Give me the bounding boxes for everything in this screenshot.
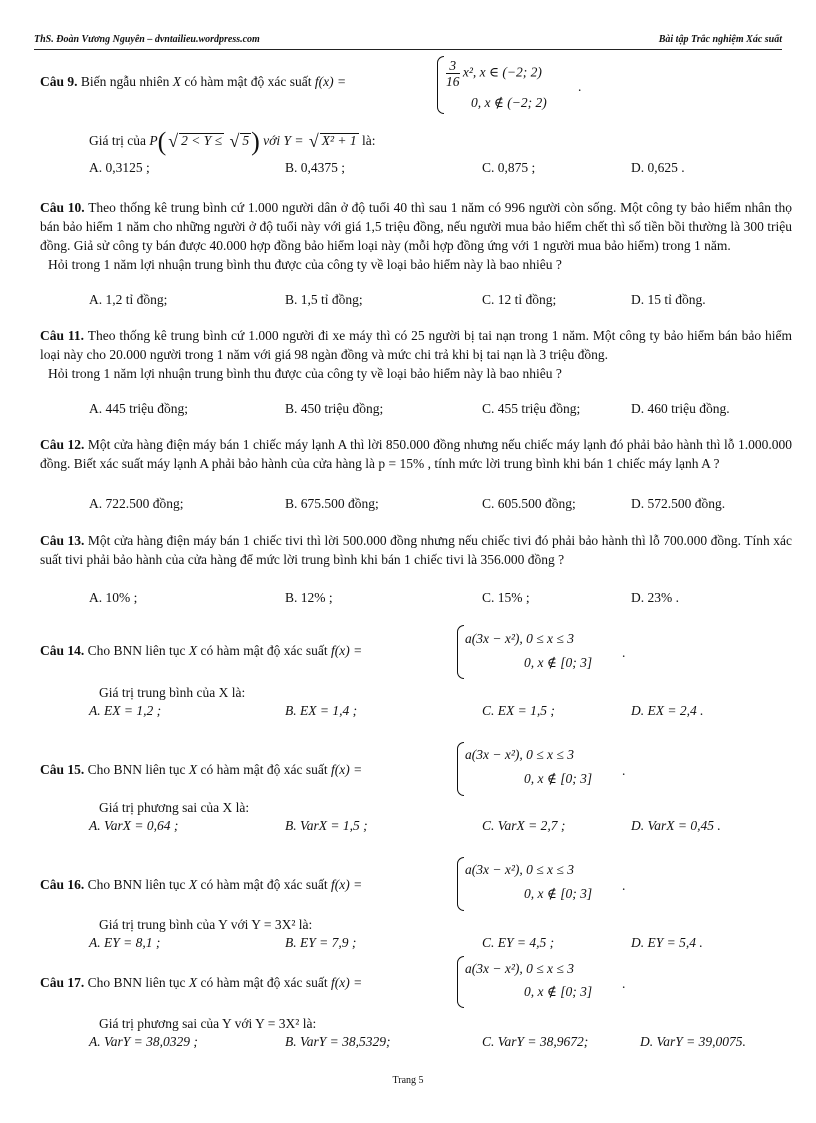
question-label: Câu 12. [40,437,85,452]
answer-c: C. 15% ; [482,590,530,605]
answer-c: C. EY = 4,5 ; [482,935,555,950]
answer-c: C. 12 tỉ đồng; [482,292,557,307]
answer-c: C. EX = 1,5 ; [482,703,555,718]
question-stem: Biến ngẫu nhiên [80,74,170,89]
answer-d: D. EY = 5,4 . [631,935,703,950]
formula-period: . [622,878,626,893]
answer-a: A. 10% ; [89,590,138,605]
answer-a: A. 722.500 đồng; [89,496,184,511]
question-stem-2: có hàm mật độ xác suất [184,74,312,89]
piecewise-brace [457,742,464,796]
piecewise-case-2: 0, x ∉ (−2; 2) [471,95,547,110]
piecewise-case-1: $\frac{3}{16}$ x², x ∈ (−2; 2) [446,58,542,89]
answer-c: C. VarX = 2,7 ; [482,818,566,833]
question-label: Câu 9. [40,74,78,89]
answer-b: B. 12% ; [285,590,333,605]
answer-c: C. VarY = 38,9672; [482,1034,589,1049]
answer-b: B. 675.500 đồng; [285,496,379,511]
header-title: Bài tập Trắc nghiệm Xác suất [658,34,782,45]
piecewise-brace [457,857,464,911]
question-label: Câu 14. [40,643,85,658]
piecewise-case-1: a(3x − x²), 0 ≤ x ≤ 3 [465,862,574,877]
question-12 [40,435,792,473]
question-text: Một cửa hàng điện máy bán 1 chiếc máy lạnh A thì lời 850.000 đồng nhưng nếu chiếc máy lạnh đó phải bảo hành thì lỗ 1.000.000 đồng. Biết xác suất máy lạnh A phải bảo hành của cửa hàng là p = 15% , tính mức lời trung bình khi bán 1 chiếc máy lạnh A ? [40,437,792,471]
piecewise-case-1: a(3x − x²), 0 ≤ x ≤ 3 [465,631,574,646]
piecewise-case-1: a(3x − x²), 0 ≤ x ≤ 3 [465,961,574,976]
variable-x: X [172,74,181,89]
answer-d: D. 0,625 . [631,160,685,175]
answer-d: D. EX = 2,4 . [631,703,704,718]
question-label: Câu 11. [40,328,85,343]
answer-a: A. 0,3125 ; [89,160,150,175]
answer-a: A. 445 triệu đồng; [89,401,188,416]
question-prompt: Giá trị của P( √ 2 < Y ≤ √ 5) với Y = √ X² + 1 là: [89,127,376,156]
page-header [34,34,782,48]
answer-a: A. VarY = 38,0329 ; [89,1034,198,1049]
question-label: Câu 16. [40,877,85,892]
answer-b: B. VarX = 1,5 ; [285,818,368,833]
question-prompt: Giá trị trung bình của X là: [99,685,246,700]
piecewise-case-2: 0, x ∉ [0; 3] [524,984,593,999]
piecewise-brace [437,56,444,114]
piecewise-brace [457,625,464,679]
question-prompt: Hỏi trong 1 năm lợi nhuận trung bình thu được của công ty về loại bảo hiểm này là bao nhiêu ? [48,366,562,381]
answer-c: C. 605.500 đồng; [482,496,576,511]
answer-b: B. 450 triệu đồng; [285,401,384,416]
density-function-label: f(x) = [314,74,347,89]
answer-d: D. 572.500 đồng. [631,496,726,511]
answer-a: A. VarX = 0,64 ; [89,818,179,833]
answer-b: B. EX = 1,4 ; [285,703,358,718]
piecewise-case-2: 0, x ∉ [0; 3] [524,886,593,901]
answer-d: D. VarY = 39,0075. [640,1034,746,1049]
question-text: Theo thống kê trung bình cứ 1.000 người đi xe máy thì có 25 người bị tai nạn trong 1 năm. Một công ty bảo hiểm bán bảo hiểm loại này cho 20.000 người trong 1 năm với giá 98 ngàn đồng và mức chi trả khi bị tai nạn là 3 triệu đồng. [40,328,792,362]
piecewise-case-2: 0, x ∉ [0; 3] [524,771,593,786]
piecewise-brace [457,956,464,1008]
piecewise-case-2: 0, x ∉ [0; 3] [524,655,593,670]
answer-d: D. 460 triệu đồng. [631,401,730,416]
answer-a: A. 1,2 tỉ đồng; [89,292,168,307]
formula-period: . [622,763,626,778]
question-prompt: Giá trị trung bình của Y với Y = 3X² là: [99,917,313,932]
answer-b: B. 0,4375 ; [285,160,346,175]
answer-c: C. 455 triệu đồng; [482,401,581,416]
answer-b: B. 1,5 tỉ đồng; [285,292,363,307]
question-label: Câu 10. [40,200,85,215]
question-prompt: Hỏi trong 1 năm lợi nhuận trung bình thu được của công ty về loại bảo hiểm này là bao nhiêu ? [48,257,562,272]
header-author: ThS. Đoàn Vương Nguyên – dvntailieu.wordpress.com [34,34,260,45]
answer-d: D. 23% . [631,590,679,605]
answer-a: A. EX = 1,2 ; [89,703,162,718]
question-label: Câu 17. [40,975,85,990]
piecewise-case-1: a(3x − x²), 0 ≤ x ≤ 3 [465,747,574,762]
page-number: Trang 5 [392,1075,424,1086]
question-10 [40,198,792,274]
answer-a: A. EY = 8,1 ; [89,935,161,950]
header-rule [34,49,782,50]
formula-period: . [622,645,626,660]
question-text: Một cửa hàng điện máy bán 1 chiếc tivi thì lời 500.000 đồng nhưng nếu chiếc tivi đó phải bảo hành thì lỗ 700.000 đồng. Tính xác suất tivi phải bảo hành của cửa hàng để mức lời trung bình khi bán 1 chiếc tivi là 356.000 đồng ? [40,533,792,567]
formula-period: . [578,79,582,94]
question-label: Câu 13. [40,533,85,548]
question-text: Theo thống kê trung bình cứ 1.000 người dân ở độ tuổi 40 thì sau 1 năm có 996 người còn sống. Một công ty bảo hiểm nhân thọ bán bảo hiểm 1 năm cho những người ở độ tuổi này với giá 1,5 triệu đồng, nếu người mua bảo hiểm chết thì số tiền bồi thường là 300 triệu đồng. Giả sử công ty bán được 40.000 hợp đồng bảo hiểm loại này (mỗi hợp đồng ứng với 1 người mua bảo hiểm) trong 1 năm. [40,200,792,253]
answer-d: D. 15 tỉ đồng. [631,292,706,307]
answer-b: B. VarY = 38,5329; [285,1034,391,1049]
formula-period: . [622,976,626,991]
answer-c: C. 0,875 ; [482,160,536,175]
fraction: $\frac{3}{16}$ [446,58,460,89]
answer-d: D. VarX = 0,45 . [631,818,721,833]
document-page: ThS. Đoàn Vương Nguyên – dvntailieu.wordpress.com Bài tập Trắc nghiệm Xác suất Câu 9. Biến ngẫu nhiên X có hàm mật độ xác suất f(x) = $\frac{3}{16}$ x², x ∈ (−2; 2) 0, x ∉ (−2; 2) . Giá trị của P( √ 2 < Y ≤ √ 5) với Y = √ X² + 1 là: A. 0,3125 ; B. 0,4375 ; C. 0,875 ; D. 0,625 . Câu 10. Theo thống kê trung bình cứ 1.000 người dân ở độ tuổi 40 thì sau 1 năm có 996 người còn sống. Một công ty bảo hiểm nhân thọ bán bảo hiểm 1 năm cho những người ở độ tuổi này với giá 1,5 triệu đồng, nếu người mua bảo hiểm chết thì số tiền bồi thường là 300 triệu đồng. Giả sử công ty bán được 40.000 hợp đồng bảo hiểm loại này (mỗi hợp đồng ứng với 1 người mua bảo hiểm) trong 1 năm. Hỏi trong 1 năm lợi nhuận trung bình thu được của công ty về loại bảo hiểm này là bao nhiêu ? A. 1,2 tỉ đồng; B. 1,5 tỉ đồng; C. 12 tỉ đồng; D. 15 tỉ đồng. Câu 11. Theo thống kê trung bình cứ 1.000 người đi xe máy thì có 25 người bị tai nạn trong 1 năm. Một công ty bảo hiểm bán bảo hiểm loại này cho 20.000 người trong 1 năm với giá 98 ngàn đồng và mức chi trả khi bị tai nạn là 3 triệu đồng. Hỏi trong 1 năm lợi nhuận trung bình thu được của công ty về loại bảo hiểm này là bao nhiêu ? A. 445 triệu đồng; B. 450 triệu đồng; C. 455 triệu đồng; D. 460 triệu đồng. Câu 12. Một cửa hàng điện máy bán 1 chiếc máy lạnh A thì lời 850.000 đồng nhưng nếu chiếc máy lạnh đó phải bảo hành thì lỗ 1.000.000 đồng. Biết xác suất máy lạnh A phải bảo hành của cửa hàng là p = 15% , tính mức lời trung bình khi bán 1 chiếc máy lạnh A ? A. 722.500 đồng; B. 675.500 đồng; C. 605.500 đồng; D. 572.500 đồng. Câu 13. Một cửa hàng điện máy bán 1 chiếc tivi thì lời 500.000 đồng nhưng nếu chiếc tivi đó phải bảo hành thì lỗ 700.000 đồng. Tính xác suất tivi phải bảo hành của cửa hàng để mức lời trung bình khi bán 1 chiếc tivi là 356.000 đồng ? A. 10% ; B. 12% ; C. 15% ; D. 23% . Câu 14. Cho BNN liên tục X có hàm mật độ xác suất f(x) = a(3x − x²), 0 ≤ x ≤ 3 0, x ∉ [0; 3] . Giá trị trung bình của X là: A. EX = 1,2 ; B. EX = 1,4 ; C. EX = 1,5 ; D. EX = 2,4 . Câu 15. Cho BNN liên tục X có hàm mật độ xác suất f(x) = a(3x − x²), 0 ≤ x ≤ 3 0, x ∉ [0; 3] . Giá trị phương sai của X là: A. VarX = 0,64 ; B. VarX = 1,5 ; C. VarX = 2,7 ; D. VarX = 0,45 . Câu 16. Cho BNN liên tục X có hàm mật độ xác suất f(x) = a(3x − x²), 0 ≤ x ≤ 3 0, x ∉ [0; 3] . Giá trị trung bình của Y với Y = 3X² là: A. EY = 8,1 ; B. EY = 7,9 ; C. EY = 4,5 ; D. EY = 5,4 . Câu 17. Cho BNN liên tục X có hàm mật độ xác suất f(x) = a(3x − x²), 0 ≤ x ≤ 3 0, x ∉ [0; 3] . Giá trị phương sai của Y với Y = 3X² là: A. VarY = 38,0329 ; B. VarY = 38,5329; C. VarY = 38,9672; D. VarY = 39,0075. Trang 5 [0,0,816,1123]
question-label: Câu 15. [40,762,85,777]
answer-b: B. EY = 7,9 ; [285,935,357,950]
question-prompt: Giá trị phương sai của Y với Y = 3X² là: [99,1016,317,1031]
question-prompt: Giá trị phương sai của X là: [99,800,250,815]
question-13 [40,531,792,569]
question-11 [40,326,792,383]
